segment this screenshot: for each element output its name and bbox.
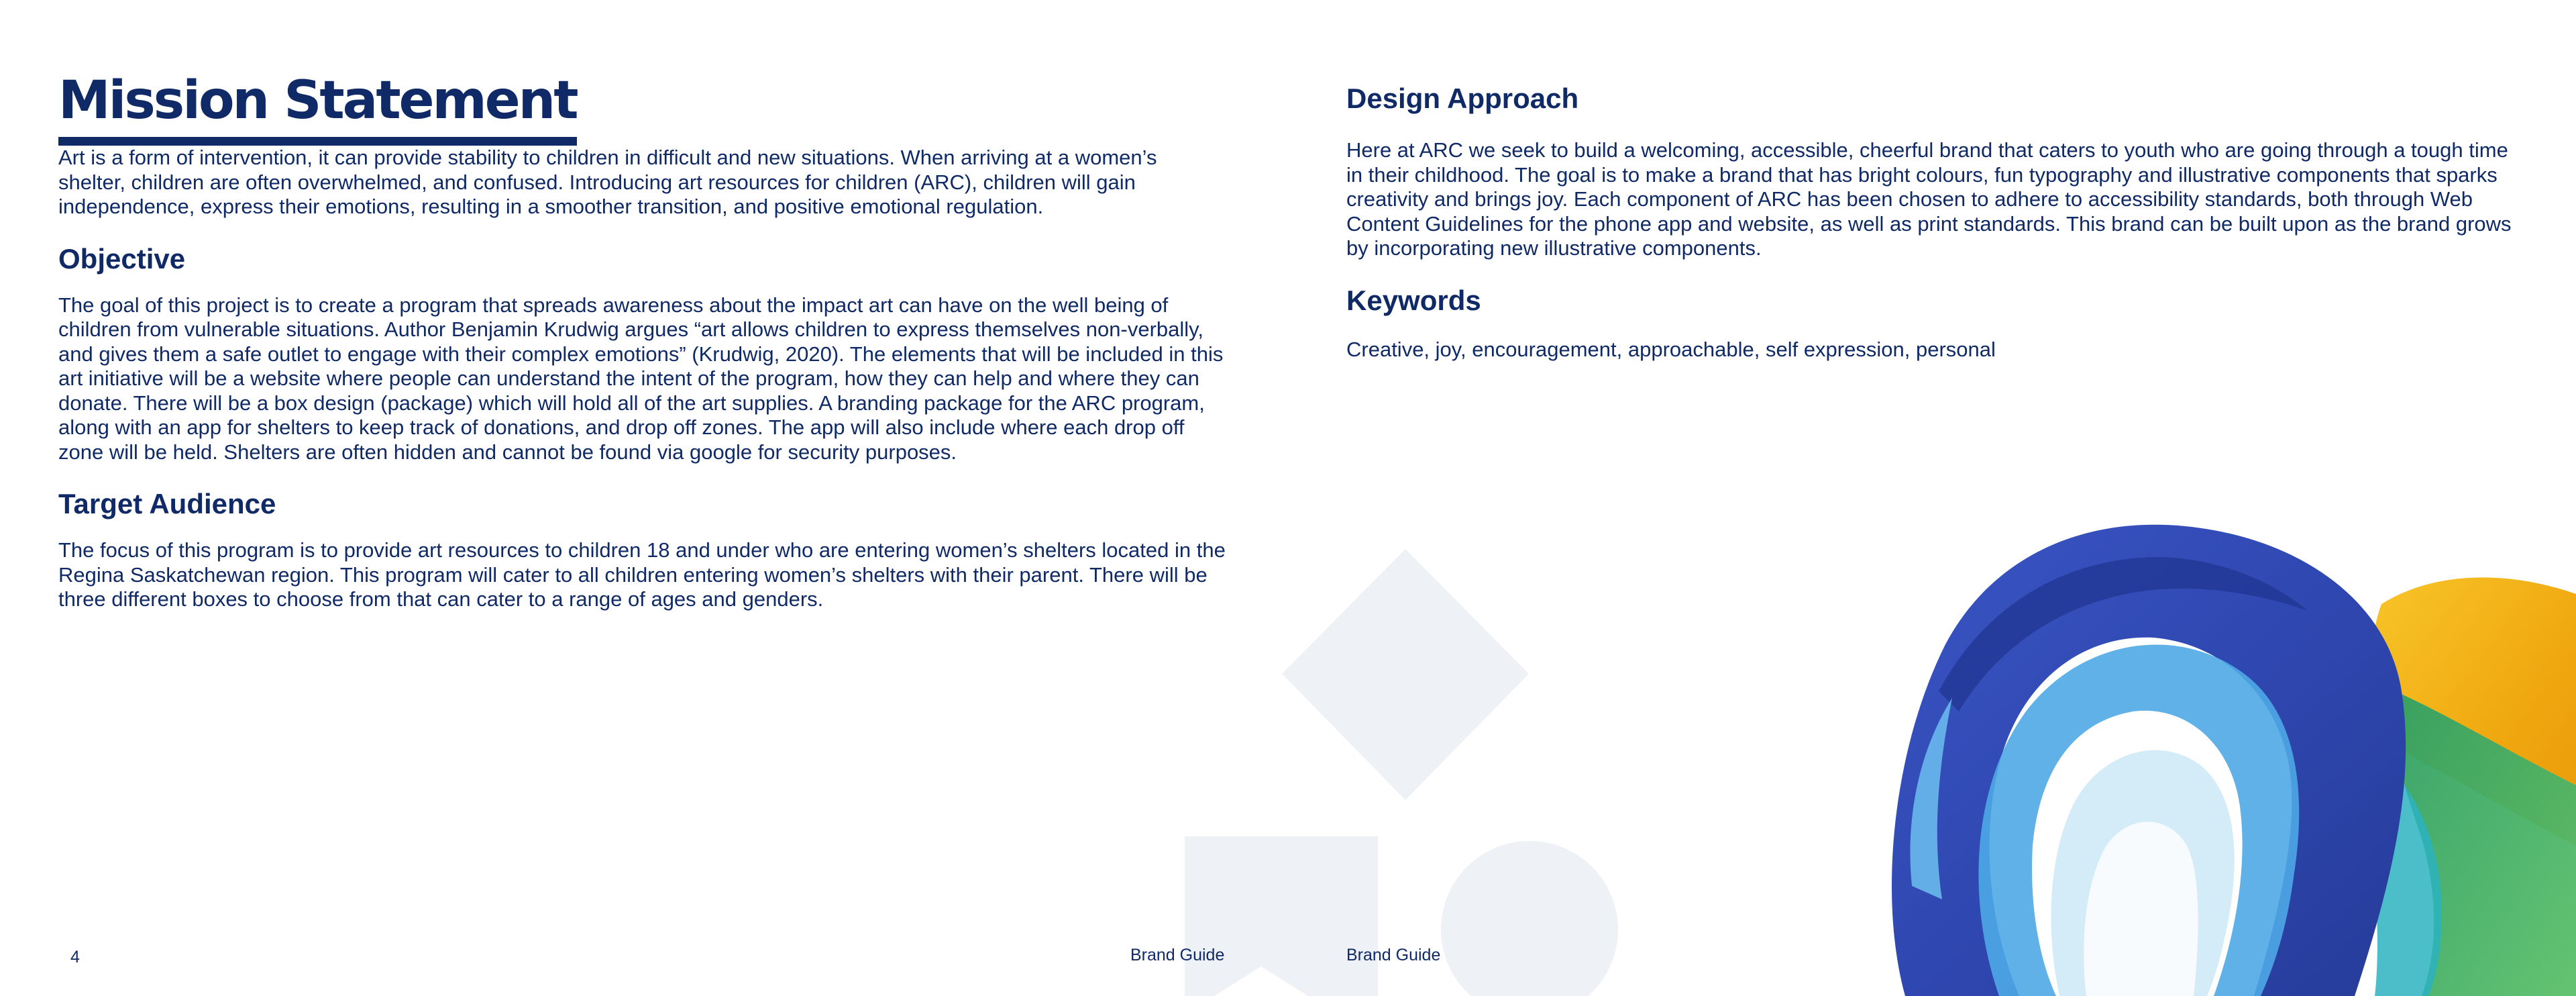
- objective-heading: Objective: [58, 242, 186, 275]
- footer-label-right: Brand Guide: [1346, 946, 1441, 964]
- right-page-content: [1346, 82, 2514, 362]
- watercolor-swash-graphic: [1865, 470, 2576, 996]
- target-audience-paragraph: The focus of this program is to provide art resources to children 18 and under who are entering women’s shelters located in the Regina Saskatchewan region. This program will cater to all children entering women’s shelters with their parent. There will be three different boxes to choose from that can cater to a range of ages and genders.: [58, 538, 1226, 611]
- diamond-shape: [1282, 549, 1529, 800]
- design-approach-paragraph: Here at ARC we seek to build a welcoming, accessible, cheerful brand that caters to youth who are going through a tough time in their childhood. The goal is to make a brand that has bright colours, fun typography and illustrative components that sparks creativity and brings joy. Each component of ARC has been chosen to adhere to accessibility standards, both through Web Content Guidelines for the phone app and website, as well as print standards. This brand can be built upon as the brand grows by incorporating new illustrative components.: [1346, 138, 2512, 260]
- keywords-heading: Keywords: [1346, 284, 1481, 316]
- page-title: Mission Statement: [58, 67, 577, 146]
- circle-shape: [1441, 841, 1618, 996]
- objective-paragraph: The goal of this project is to create a program that spreads awareness about the impact art can have on the well being of children from vulnerable situations. Author Benjamin Krudwig argues “art allows children to express themselves non-verbally, and gives them a safe outlet to engage with their complex emotions” (Krudwig, 2020). The elements that will be included in this art initiative will be a website where people can understand the intent of the program, how they can help and where they can donate. There will be a box design (package) which will hold all of the art supplies. A branding package for the ARC program, along with an app for shelters to keep track of donations, and drop off zones. The app will also include where each drop off zone will be held. Shelters are often hidden and cannot be found via google for security purposes.: [58, 293, 1224, 464]
- left-page-content: [58, 67, 1226, 612]
- mission-intro-paragraph: Art is a form of intervention, it can provide stability to children in difficult and new situations. When arriving at a women’s shelter, children are often overwhelmed, and confused. Introducing art resources for children (ARC), children will gain independence, express their emotions, resulting in a smoother transition, and positive emotional regulation.: [58, 146, 1157, 218]
- footer-label-left: Brand Guide: [1130, 946, 1225, 964]
- design-approach-section: [1346, 82, 2514, 261]
- design-approach-heading: Design Approach: [1346, 83, 1579, 114]
- target-audience-heading: Target Audience: [58, 488, 276, 519]
- page-number: 4: [70, 948, 80, 966]
- square-shape: [1185, 836, 1378, 996]
- target-audience-section: [58, 487, 1226, 612]
- keywords-list: Creative, joy, encouragement, approachable, self expression, personal: [1346, 337, 1996, 361]
- objective-section: [58, 242, 1226, 465]
- keywords-section: [1346, 284, 2514, 362]
